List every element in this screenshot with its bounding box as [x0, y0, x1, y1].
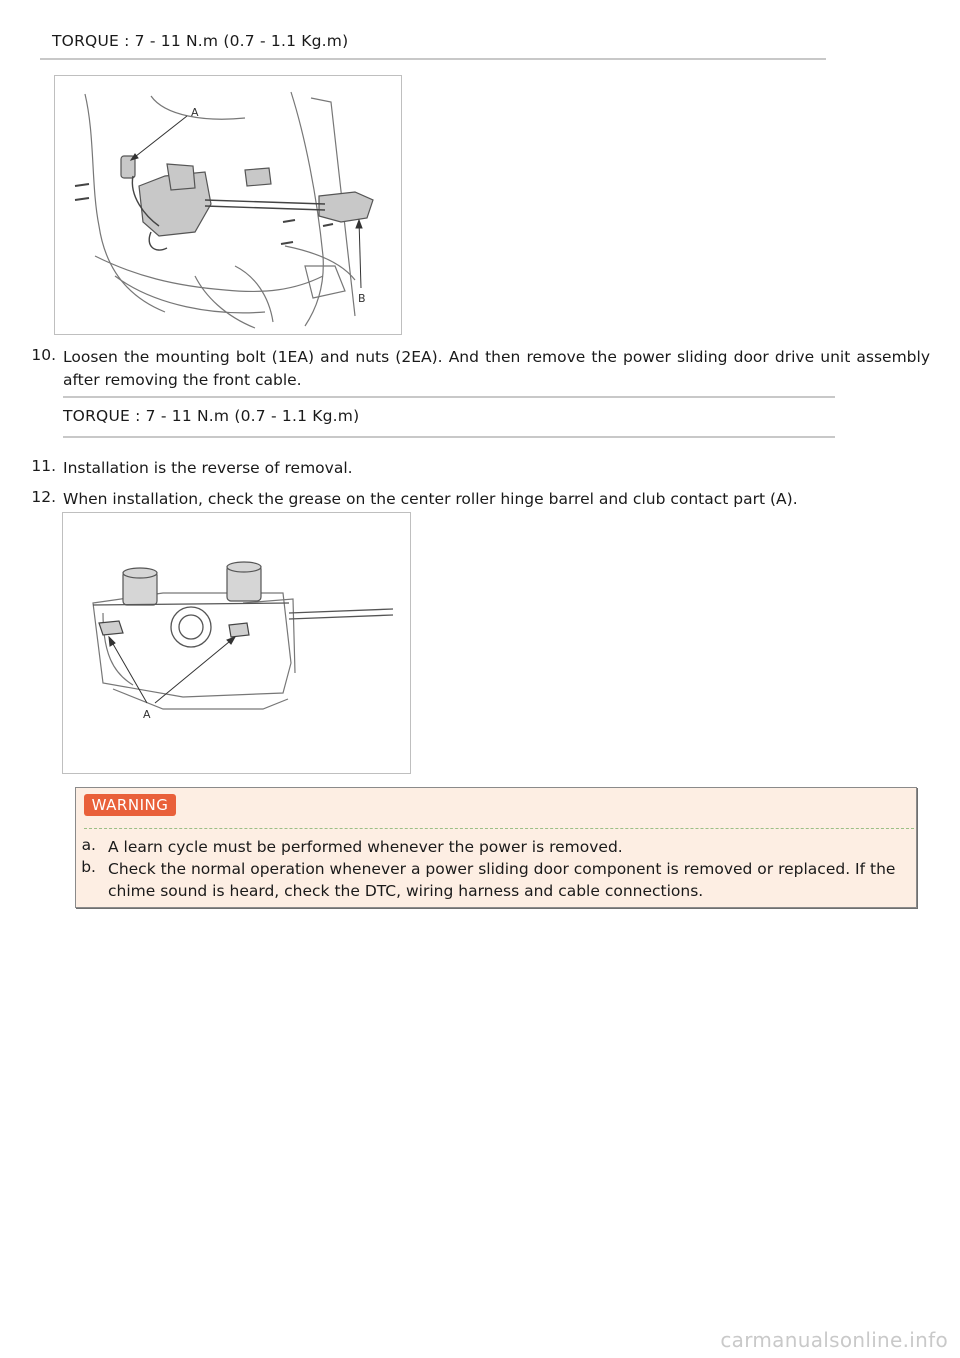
warning-box	[75, 787, 917, 908]
callout-a: A	[143, 708, 151, 721]
roller-hinge-illustration	[63, 513, 410, 773]
torque-top-divider	[40, 58, 826, 60]
torque-spec-top: TORQUE : 7 - 11 N.m (0.7 - 1.1 Kg.m)	[52, 32, 349, 50]
step-text: When installation, check the grease on the center roller hinge barrel and club contact part (A).	[63, 490, 798, 508]
warning-divider	[84, 828, 914, 829]
warning-item-text: A learn cycle must be performed whenever the power is removed.	[108, 838, 623, 856]
step-text: Installation is the reverse of removal.	[63, 459, 353, 477]
warning-badge: WARNING	[84, 794, 176, 816]
callout-a: A	[191, 106, 199, 119]
drive-unit-illustration	[55, 76, 401, 334]
site-watermark: carmanualsonline.info	[720, 1328, 948, 1352]
warning-item-label: b.	[81, 858, 96, 876]
step-number: 11.	[31, 457, 56, 475]
torque-step10-top-divider	[63, 396, 835, 398]
warning-item-label: a.	[81, 836, 96, 854]
torque-step10-bottom-divider	[63, 436, 835, 438]
callout-b: B	[358, 292, 366, 305]
step-number: 12.	[31, 488, 56, 506]
torque-spec-step10: TORQUE : 7 - 11 N.m (0.7 - 1.1 Kg.m)	[63, 407, 360, 425]
roller-hinge-figure	[62, 512, 411, 774]
step-number: 10.	[31, 346, 56, 364]
step-text: Loosen the mounting bolt (1EA) and nuts (2EA). And then remove the power sliding door drive unit assembly after removing the front cable.	[63, 348, 930, 389]
drive-unit-figure	[54, 75, 402, 335]
warning-item-text: Check the normal operation whenever a power sliding door component is removed or replaced. If the chime sound is heard, check the DTC, wiring harness and cable connections.	[108, 860, 896, 900]
